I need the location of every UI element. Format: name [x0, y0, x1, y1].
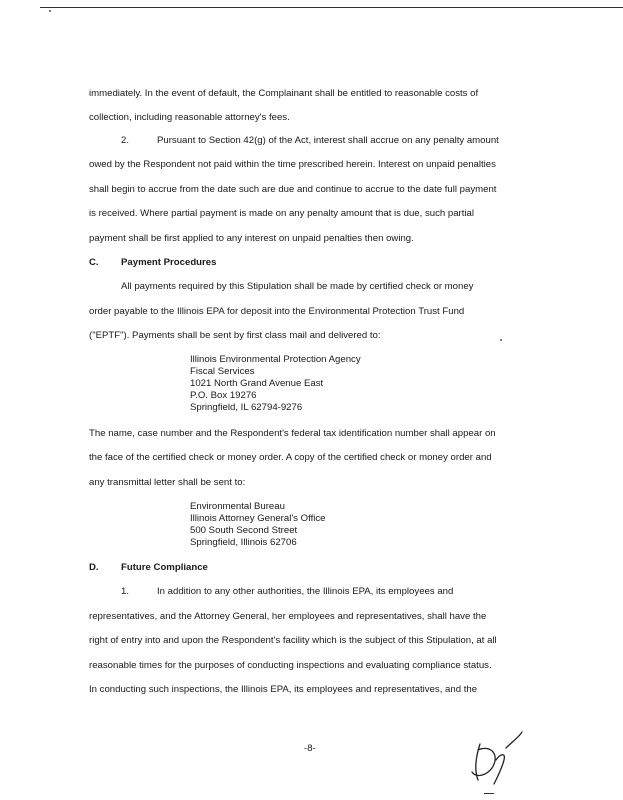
address-line: Fiscal Services [190, 366, 255, 377]
section-title: Future Compliance [121, 562, 208, 573]
paragraph-line: collection, including reasonable attorney's fees. [89, 112, 290, 123]
address-line: P.O. Box 19276 [190, 390, 257, 401]
paragraph-line: order payable to the Illinois EPA for deposit into the Environmental Protection Trust Fund [89, 306, 465, 317]
paragraph-line: any transmittal letter shall be sent to: [89, 477, 246, 488]
address-line: Springfield, IL 62794-9276 [190, 402, 303, 413]
paragraph-line: ("EPTF"). Payments shall be sent by first class mail and delivered to: [89, 330, 381, 341]
address-line: Springfield, Illinois 62706 [190, 537, 297, 548]
paragraph-number: 1. [121, 586, 130, 597]
section-title: Payment Procedures [121, 257, 217, 268]
paragraph-line: All payments required by this Stipulation shall be made by certified check or money [121, 281, 474, 292]
paragraph-line: the face of the certified check or money order. A copy of the certified check or money order and [89, 452, 492, 463]
section-letter: C. [89, 257, 99, 268]
paragraph-line: is received. Where partial payment is made on any penalty amount that is due, such partial [89, 208, 475, 219]
address-line: Environmental Bureau [190, 501, 285, 512]
paragraph-line: right of entry into and upon the Respondent's facility which is the subject of this Stipulation, at all [89, 635, 497, 646]
scan-speck [500, 339, 502, 341]
top-rule [40, 7, 623, 8]
paragraph-line: payment shall be first applied to any interest on unpaid penalties then owing. [89, 233, 414, 244]
scan-speck [49, 10, 51, 12]
address-line: 1021 North Grand Avenue East [190, 378, 324, 389]
paragraph-line: immediately. In the event of default, the Complainant shall be entitled to reasonable costs of [89, 88, 479, 99]
address-line: Illinois Attorney General's Office [190, 513, 326, 524]
address-line: Illinois Environmental Protection Agency [190, 354, 361, 365]
initials-signature [466, 730, 526, 786]
paragraph-line: reasonable times for the purposes of conducting inspections and evaluating compliance status. [89, 660, 492, 671]
page-number: -8- [304, 743, 316, 754]
paragraph-line: shall begin to accrue from the date such are due and continue to accrue to the date full payment [89, 184, 497, 195]
paragraph-line: In addition to any other authorities, the Illinois EPA, its employees and [157, 586, 454, 597]
section-letter: D. [89, 562, 99, 573]
paragraph-number: 2. [121, 135, 130, 146]
paragraph-line: representatives, and the Attorney General, her employees and representatives, shall have the [89, 611, 487, 622]
paragraph-line: owed by the Respondent not paid within the time prescribed herein. Interest on unpaid penalties [89, 159, 496, 170]
paragraph-line: The name, case number and the Respondent's federal tax identification number shall appear on [89, 428, 496, 439]
paragraph-line: In conducting such inspections, the Illinois EPA, its employees and representatives, and the [89, 684, 478, 695]
paragraph-line: Pursuant to Section 42(g) of the Act, interest shall accrue on any penalty amount [157, 135, 499, 146]
address-line: 500 South Second Street [190, 525, 298, 536]
signature-mark [484, 793, 494, 794]
